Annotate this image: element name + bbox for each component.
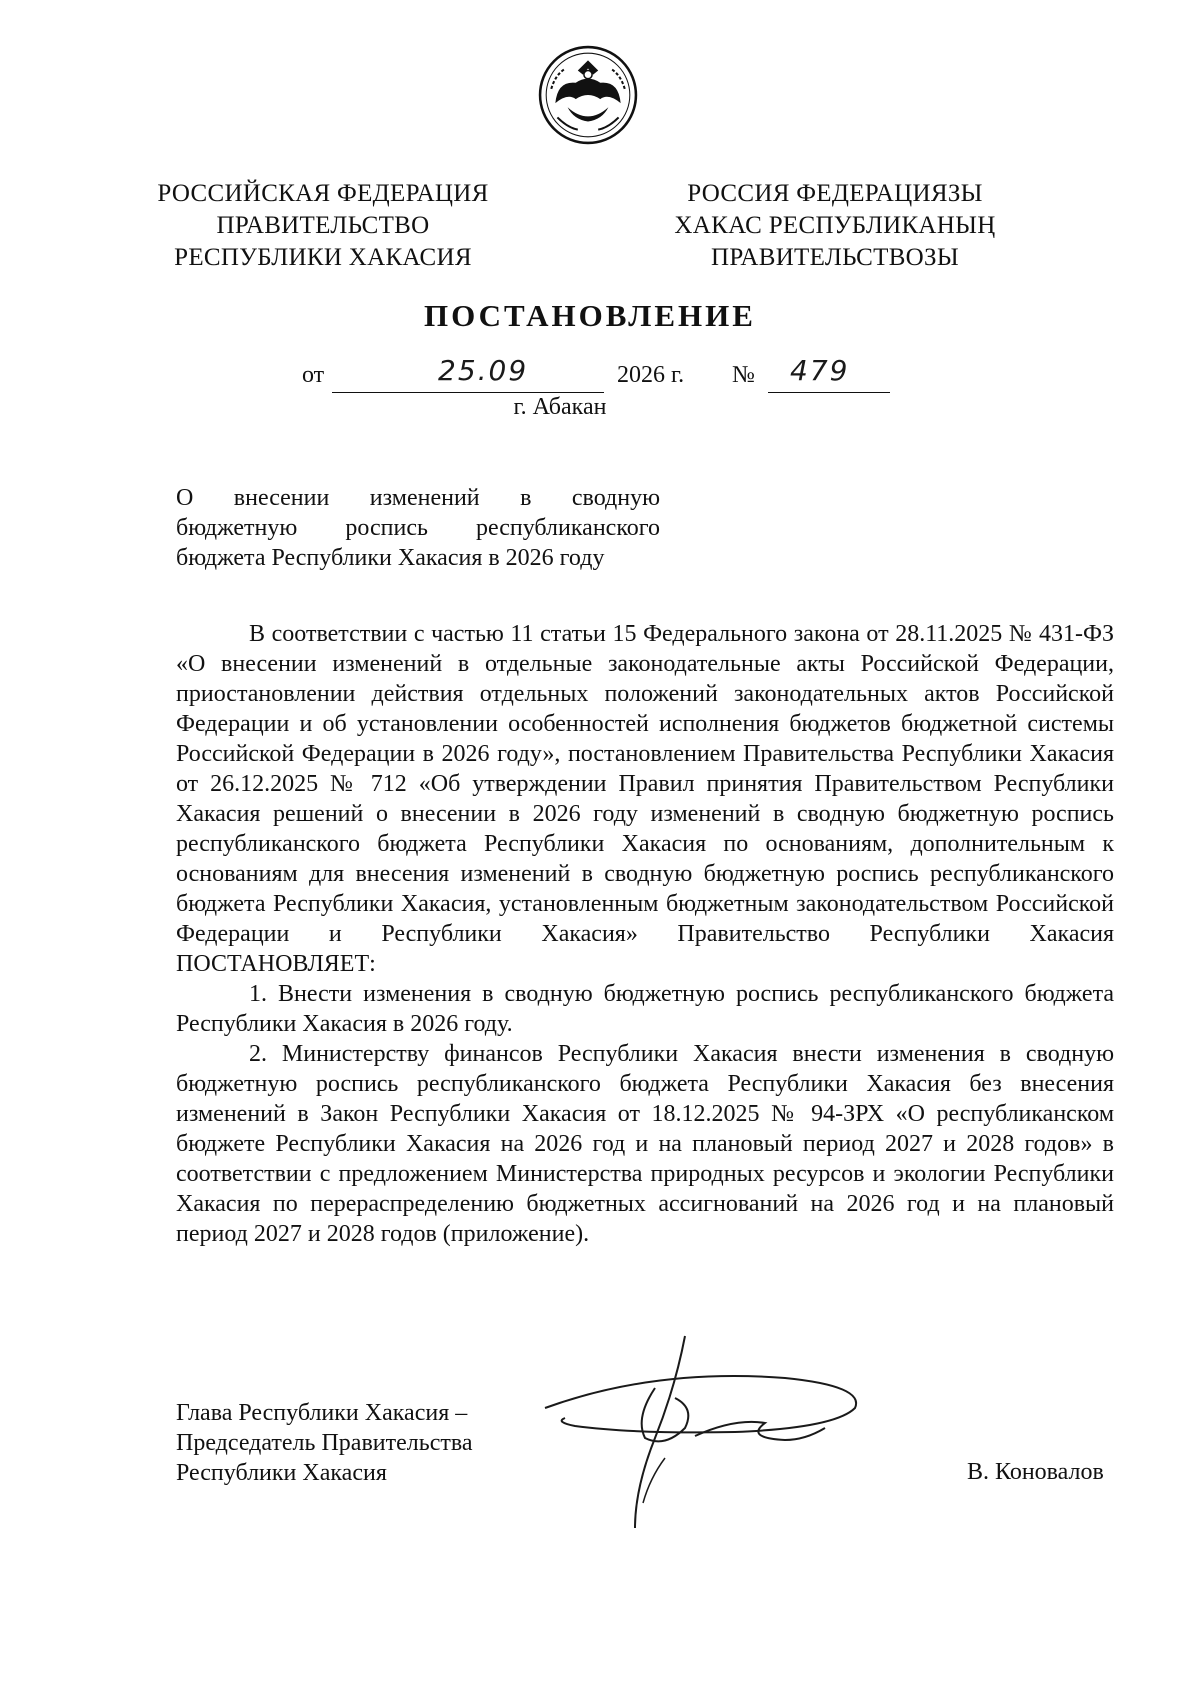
- document-type-title: ПОСТАНОВЛЕНИЕ: [424, 298, 756, 333]
- document-body: [176, 619, 1114, 1249]
- number-label: №: [732, 362, 755, 388]
- subject-line: О внесении изменений в сводную: [176, 485, 660, 511]
- header-right: [655, 178, 1015, 274]
- year-label: 2026 г.: [617, 362, 685, 388]
- subject-line: бюджетную роспись республиканского: [176, 515, 660, 541]
- item-2-paragraph: 2. Министерству финансов Республики Хакасия внести изменения в сводную бюджетную роспись республиканского бюджета Республики Хакасия без внесения изменений в Закон Республики Хакасия от 18.12.2025 № 94-ЗРХ «О республиканском бюджете Республики Хакасия на 2026 год и на плановый период 2027 и 2028 годов» в соответствии с предложением Министерства природных ресурсов и экологии Республики Хакасия по перераспределению бюджетных ассигнований на 2026 год и на плановый период 2027 и 2028 годов (приложение).: [176, 1041, 1114, 1247]
- coat-of-arms-icon: [537, 44, 639, 146]
- from-label: от: [302, 362, 325, 388]
- header-left-line: РЕСПУБЛИКИ ХАКАСИЯ: [174, 244, 472, 271]
- city-line: г. Абакан: [513, 394, 607, 420]
- signatory-post-line: Глава Республики Хакасия –: [176, 1400, 468, 1426]
- header-right-line: ХАКАС РЕСПУБЛИКАНЫҢ: [674, 212, 996, 239]
- header-left: [143, 178, 503, 274]
- subject-line: бюджета Республики Хакасия в 2026 году: [176, 545, 605, 571]
- document-subject: [176, 483, 660, 573]
- handwritten-date: 25.09: [438, 354, 529, 387]
- item-1-paragraph: 1. Внести изменения в сводную бюджетную роспись республиканского бюджета Республики Хакасия в 2026 году.: [176, 981, 1114, 1037]
- signatory-name: В. Коновалов: [967, 1459, 1104, 1485]
- header-left-line: РОССИЙСКАЯ ФЕДЕРАЦИЯ: [157, 180, 489, 207]
- header-left-line: ПРАВИТЕЛЬСТВО: [216, 212, 430, 239]
- header-right-line: РОССИЯ ФЕДЕРАЦИЯЗЫ: [687, 180, 983, 207]
- handwritten-signature: [535, 1328, 895, 1538]
- handwritten-number: 479: [790, 354, 850, 387]
- signatory-post-line: Председатель Правительства: [176, 1430, 473, 1456]
- signatory-post: [176, 1398, 473, 1488]
- signatory-post-line: Республики Хакасия: [176, 1460, 387, 1486]
- preamble-paragraph: В соответствии с частью 11 статьи 15 Федерального закона от 28.11.2025 № 431-ФЗ «О внесении изменений в отдельные законодательные акты Российской Федерации, приостановлении действия отдельных положений законодательных актов Российской Федерации и об установлении особенностей исполнения бюджетов бюджетной системы Российской Федерации в 2026 году», постановлением Правительства Республики Хакасия от 26.12.2025 № 712 «Об утверждении Правил принятия Правительством Республики Хакасия решений о внесении в 2026 году изменений в сводную бюджетную роспись республиканского бюджета Республики Хакасия по основаниям, дополнительным к основаниям для внесения изменений в сводную бюджетную роспись республиканского бюджета Республики Хакасия, установленным бюджетным законодательством Российской Федерации и Республики Хакасия» Правительство Республики Хакасия ПОСТАНОВЛЯЕТ:: [176, 621, 1114, 977]
- header-right-line: ПРАВИТЕЛЬСТВОЗЫ: [711, 244, 959, 271]
